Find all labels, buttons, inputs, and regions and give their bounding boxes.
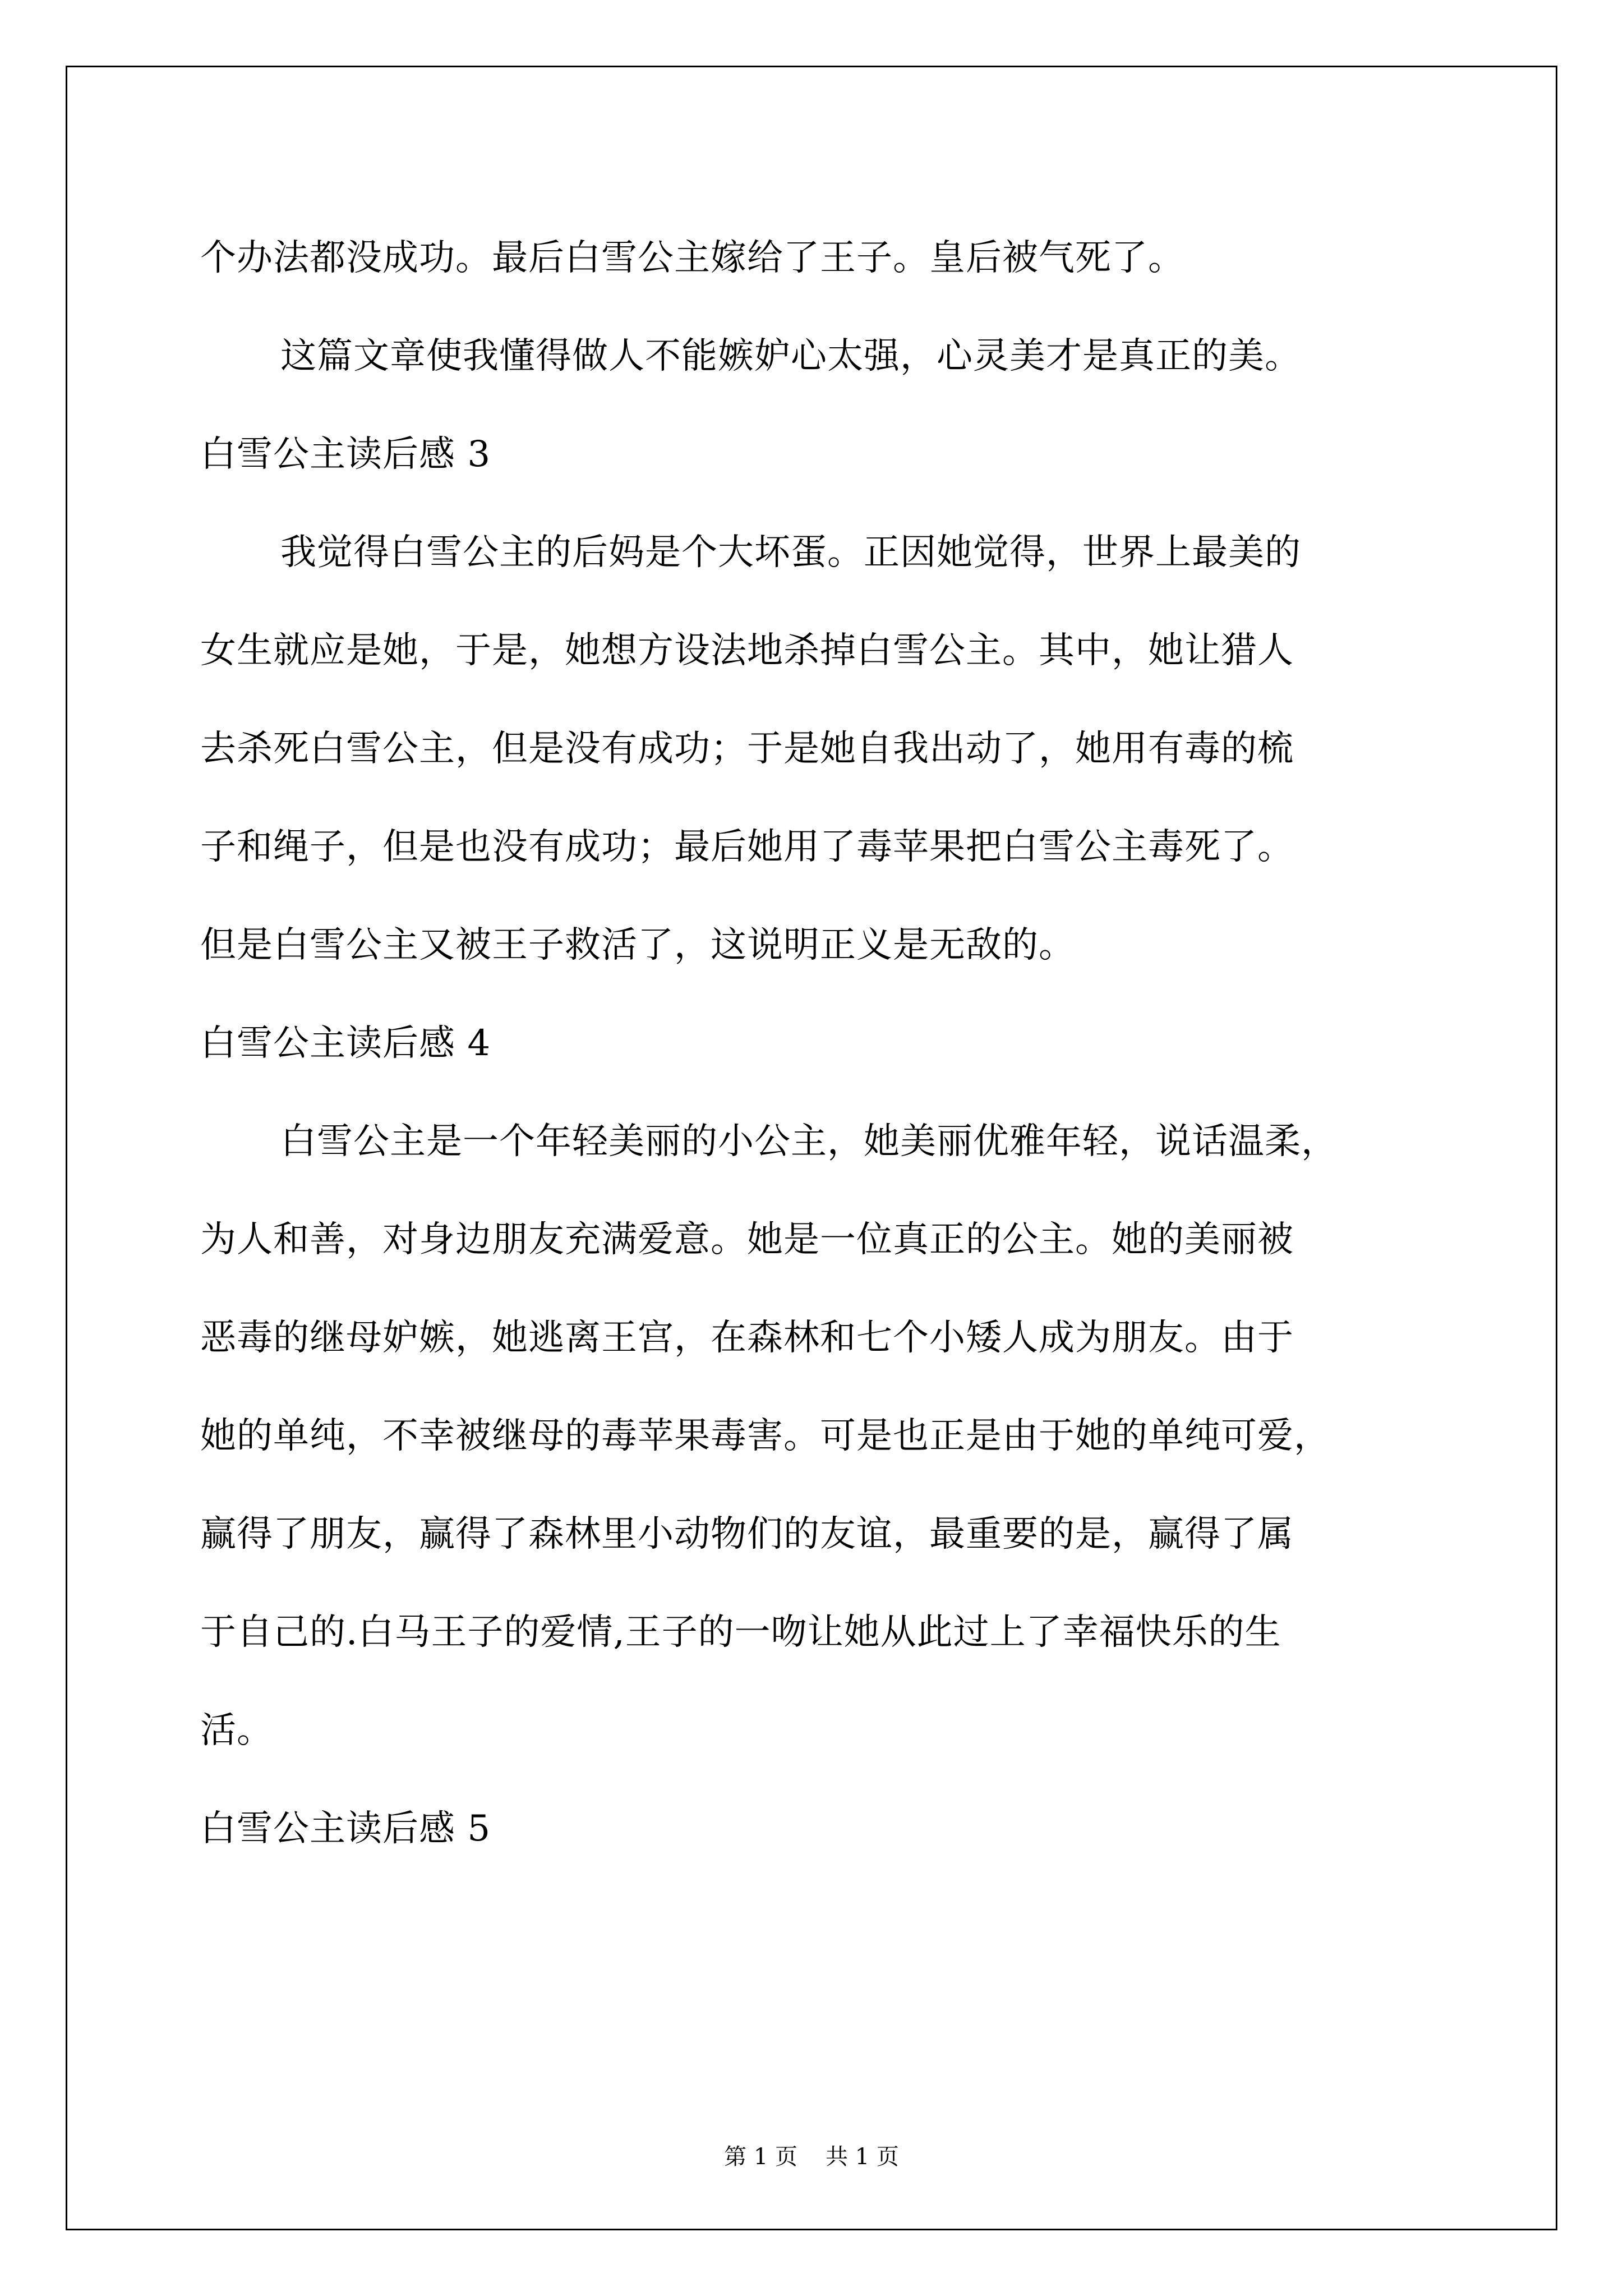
body-line: 为人和善，对身边朋友充满爱意。她是一位真正的公主。她的美丽被 xyxy=(200,1219,1294,1260)
section-heading: 白雪公主读后感 4 xyxy=(200,1023,491,1064)
body-line: 女生就应是她，于是，她想方设法地杀掉白雪公主。其中，她让猎人 xyxy=(200,630,1294,671)
page-footer xyxy=(0,2143,1623,2171)
body-line: 活。 xyxy=(200,1710,273,1751)
section-heading: 白雪公主读后感 3 xyxy=(200,434,491,475)
page-total: 共 1 页 xyxy=(826,2144,899,2170)
body-line: 但是白雪公主又被王子救活了，这说明正义是无敌的。 xyxy=(200,924,1075,966)
page-number: 第 1 页 xyxy=(724,2144,797,2170)
body-line: 个办法都没成功。最后白雪公主嫁给了王子。皇后被气死了。 xyxy=(200,237,1184,279)
body-line: 子和绳子，但是也没有成功；最后她用了毒苹果把白雪公主毒死了。 xyxy=(200,826,1294,868)
body-line: 去杀死白雪公主，但是没有成功；于是她自我出动了，她用有毒的梳 xyxy=(200,728,1294,770)
paragraph-line: 白雪公主是一个年轻美丽的小公主，她美丽优雅年轻，说话温柔， xyxy=(280,1121,1338,1162)
paragraph-line: 我觉得白雪公主的后妈是个大坏蛋。正因她觉得，世界上最美的 xyxy=(280,532,1301,573)
body-line: 赢得了朋友，赢得了森林里小动物们的友谊，最重要的是，赢得了属 xyxy=(200,1513,1294,1555)
section-heading: 白雪公主读后感 5 xyxy=(200,1808,491,1849)
paragraph-line: 这篇文章使我懂得做人不能嫉妒心太强，心灵美才是真正的美。 xyxy=(280,335,1301,377)
body-line: 于自己的.白马王子的爱情,王子的一吻让她从此过上了幸福快乐的生 xyxy=(200,1612,1281,1653)
body-line: 恶毒的继母妒嫉，她逃离王宫，在森林和七个小矮人成为朋友。由于 xyxy=(200,1317,1294,1359)
body-line: 她的单纯，不幸被继母的毒苹果毒害。可是也正是由于她的单纯可爱， xyxy=(200,1415,1330,1457)
